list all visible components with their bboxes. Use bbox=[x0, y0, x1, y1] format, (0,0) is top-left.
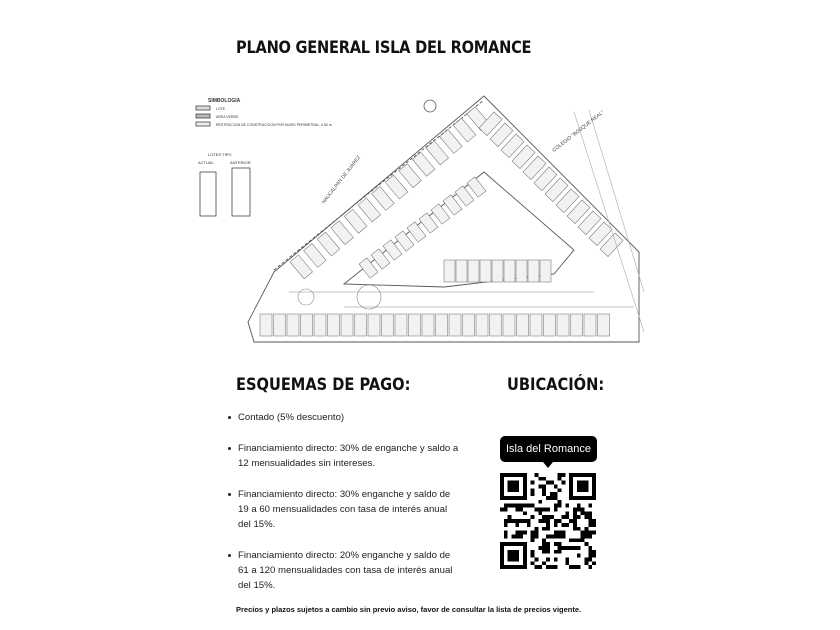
lot-parcel bbox=[344, 209, 367, 233]
lot-parcel bbox=[419, 213, 438, 233]
lot-parcel bbox=[468, 260, 479, 282]
lot-parcel bbox=[301, 314, 313, 336]
location-heading: UBICACIÓN: bbox=[507, 375, 605, 395]
lot-parcel bbox=[395, 231, 414, 251]
qr-label-bubble: Isla del Romance bbox=[500, 436, 597, 462]
lot-parcel bbox=[503, 314, 515, 336]
lot-parcel bbox=[476, 314, 488, 336]
lot-parcel bbox=[290, 255, 313, 279]
legend-item-restriccion: RESTRICCION DE CONSTRUCCION POR MURO PERIMETRAL: 0.50 m bbox=[216, 123, 332, 127]
lot-parcel bbox=[492, 260, 503, 282]
lot-parcel bbox=[467, 177, 486, 197]
legend-item-area-verde: AREA VERDE bbox=[216, 115, 239, 119]
lot-parcel bbox=[444, 260, 455, 282]
lot-parcel bbox=[598, 314, 610, 336]
lot-parcel bbox=[399, 164, 422, 188]
lots-type-label: LOTES TIPO bbox=[208, 152, 232, 157]
lot-parcel bbox=[368, 314, 380, 336]
lot-parcel bbox=[422, 314, 434, 336]
street-label-left: NAUCALPAN DE JUAREZ bbox=[320, 154, 363, 206]
lot-parcel bbox=[544, 314, 556, 336]
lot-parcel bbox=[431, 204, 450, 224]
lot-parcel bbox=[436, 314, 448, 336]
payment-list bbox=[228, 410, 460, 609]
payment-item: Financiamiento directo: 20% enganche y saldo de 61 a 120 mensualidades con tasa de interés anual del 15%. bbox=[228, 548, 460, 593]
lot-parcel bbox=[395, 314, 407, 336]
lot-parcel bbox=[456, 260, 467, 282]
lot-parcel bbox=[328, 314, 340, 336]
lot-parcel bbox=[372, 187, 395, 211]
lot-parcel bbox=[304, 244, 327, 268]
lot-parcel bbox=[540, 260, 551, 282]
page-title: PLANO GENERAL ISLA DEL ROMANCE bbox=[236, 38, 532, 58]
lot-parcel bbox=[571, 314, 583, 336]
lot-type-actual: ACTUAL bbox=[198, 160, 214, 165]
lot-parcel bbox=[517, 314, 529, 336]
north-arrow-icon bbox=[424, 100, 436, 112]
lot-parcel bbox=[287, 314, 299, 336]
lot-parcel bbox=[449, 314, 461, 336]
lot-parcel bbox=[355, 314, 367, 336]
lot-parcel bbox=[341, 314, 353, 336]
payment-item: Contado (5% descuento) bbox=[228, 410, 460, 425]
lot-parcel bbox=[480, 260, 491, 282]
footer-disclaimer: Precios y plazos sujetos a cambio sin previo aviso, favor de consultar la lista de precios vigente. bbox=[236, 605, 582, 614]
lot-parcel bbox=[317, 232, 340, 256]
payment-item: Financiamiento directo: 30% de enganche y saldo a 12 mensualidades sin intereses. bbox=[228, 441, 460, 471]
lot-parcel bbox=[385, 175, 408, 199]
lot-parcel bbox=[455, 186, 474, 206]
lot-parcel bbox=[358, 198, 381, 222]
lot-parcel bbox=[260, 314, 272, 336]
lot-parcel bbox=[274, 314, 286, 336]
payment-heading: ESQUEMAS DE PAGO: bbox=[236, 375, 411, 395]
lot-parcel bbox=[528, 260, 539, 282]
lot-parcel bbox=[426, 141, 449, 165]
lot-parcel bbox=[409, 314, 421, 336]
lot-parcel bbox=[463, 314, 475, 336]
site-plan-map bbox=[194, 92, 644, 354]
qr-code-icon[interactable] bbox=[500, 473, 596, 569]
lot-parcel bbox=[504, 260, 515, 282]
lot-type-anterior: ANTERIOR bbox=[230, 160, 251, 165]
lot-parcel bbox=[530, 314, 542, 336]
lot-parcel bbox=[584, 314, 596, 336]
lot-parcel bbox=[382, 314, 394, 336]
lot-parcel bbox=[371, 249, 390, 269]
lot-parcel bbox=[557, 314, 569, 336]
legend-title: SIMBOLOGIA bbox=[208, 98, 241, 104]
legend-item-lote: LOTE bbox=[216, 107, 226, 111]
lot-parcel bbox=[443, 195, 462, 215]
lot-parcel bbox=[516, 260, 527, 282]
lot-parcel bbox=[314, 314, 326, 336]
lot-parcel bbox=[331, 221, 354, 245]
payment-item: Financiamiento directo: 30% enganche y saldo de 19 a 60 mensualidades con tasa de interés anual del 15%. bbox=[228, 487, 460, 532]
street-label-right: COLEGIO "BOSQUE REAL" bbox=[551, 109, 606, 154]
lot-parcel bbox=[359, 258, 378, 278]
lot-parcel bbox=[412, 152, 435, 176]
lot-parcel bbox=[383, 240, 402, 260]
lot-parcel bbox=[407, 222, 426, 242]
lot-parcel bbox=[490, 314, 502, 336]
